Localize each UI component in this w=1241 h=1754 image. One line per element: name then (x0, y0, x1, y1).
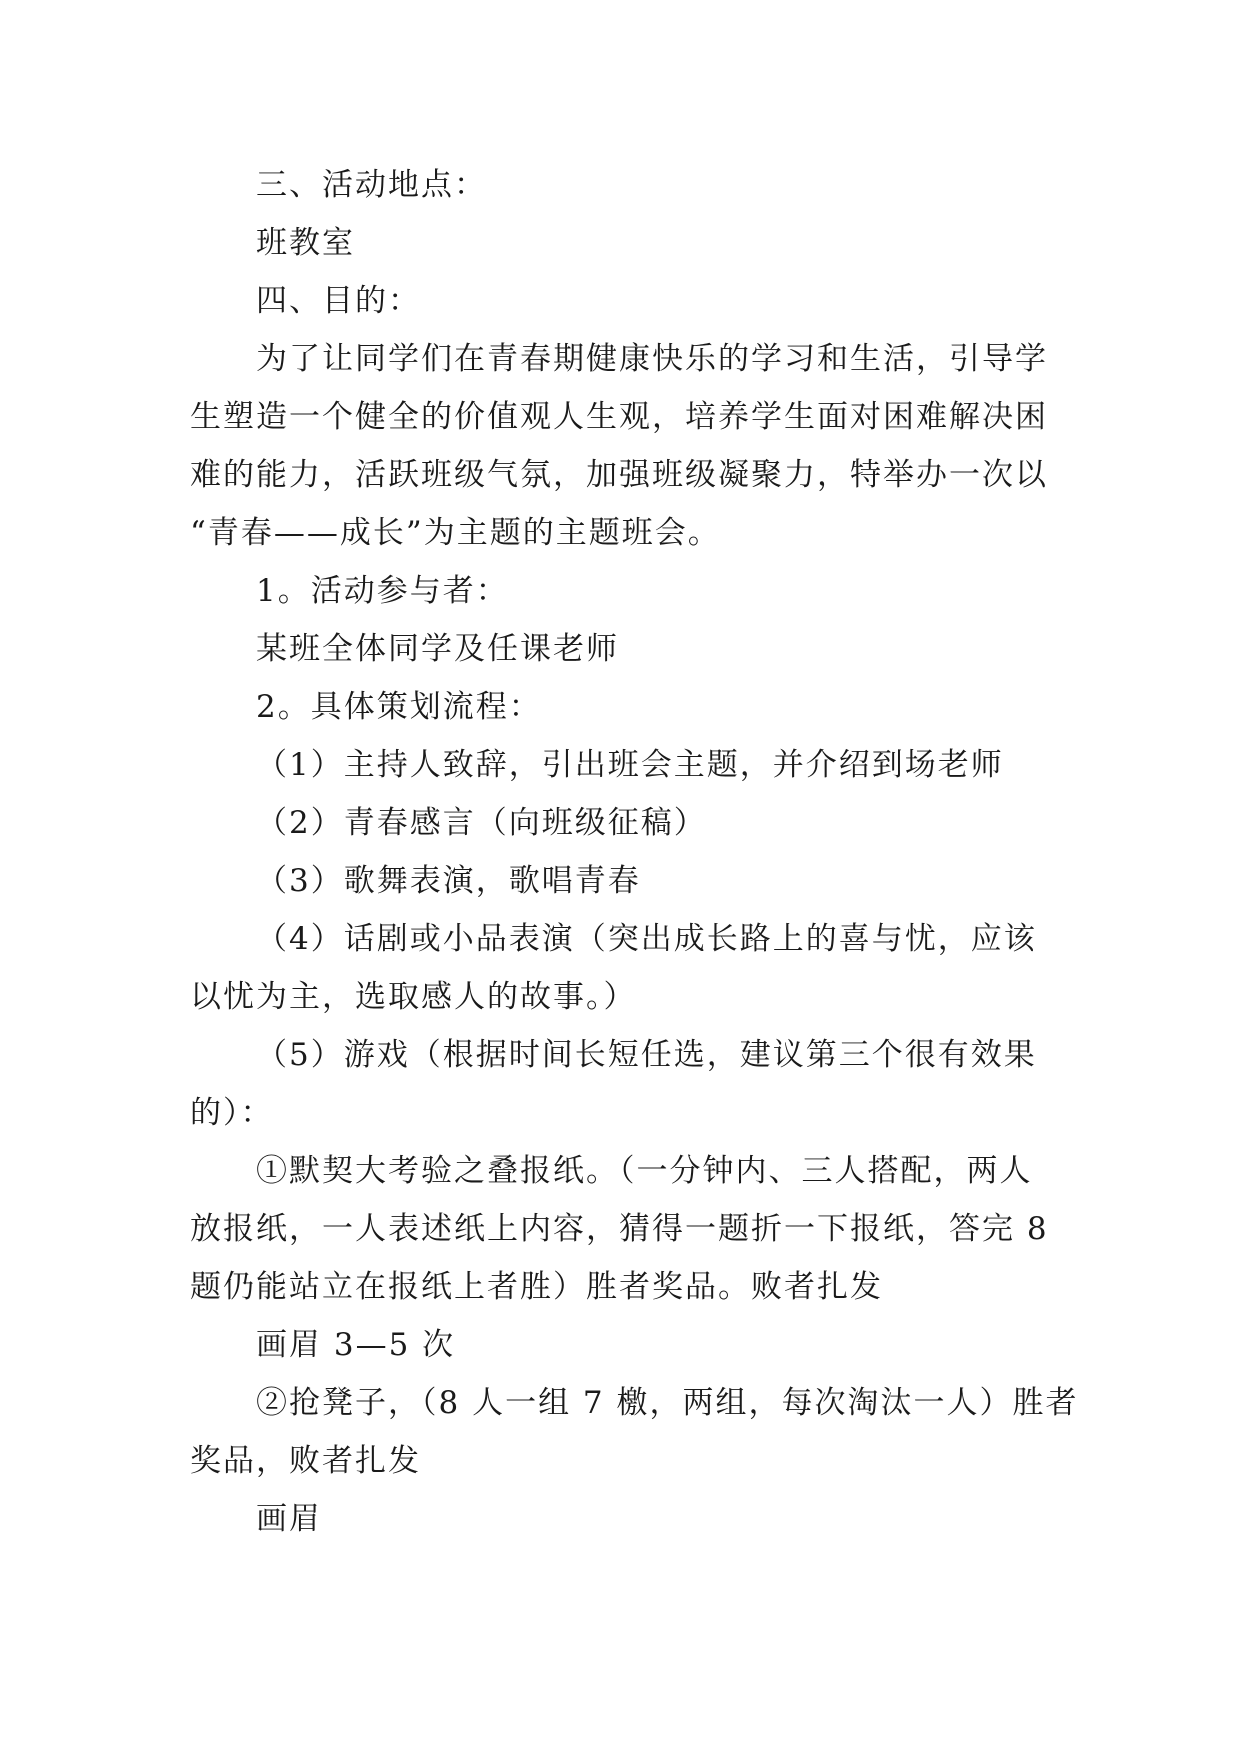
item1-heading: 1。活动参与者： (256, 573, 509, 609)
purpose-line: “青春——成长”为主题的主题班会。 (190, 515, 721, 551)
section3-body: 班教室 (256, 225, 355, 261)
game-1-tail: 画眉 3—5 次 (256, 1327, 456, 1363)
game-2-line: 奖品，败者扎发 (190, 1443, 421, 1479)
step-3: （3）歌舞表演，歌唱青春 (256, 863, 641, 899)
step-2: （2）青春感言（向班级征稿） (256, 805, 707, 841)
game-1-line: ①默契大考验之叠报纸。（一分钟内、三人搭配，两人 (256, 1153, 1033, 1189)
step-4-line: （4）话剧或小品表演（突出成长路上的喜与忧，应该 (256, 921, 1037, 957)
document-body (190, 156, 1079, 1548)
step-5-line: （5）游戏（根据时间长短任选，建议第三个很有效果 (256, 1037, 1037, 1073)
section4-heading: 四、目的： (256, 283, 421, 319)
step-4-line: 以忧为主，选取感人的故事。） (190, 979, 637, 1015)
game-2-tail: 画眉 (256, 1501, 322, 1537)
purpose-line: 生塑造一个健全的价值观人生观，培养学生面对困难解决困 (190, 399, 1048, 435)
purpose-line: 难的能力，活跃班级气氛，加强班级凝聚力，特举办一次以 (190, 457, 1048, 493)
step-5-line: 的）： (190, 1095, 274, 1131)
game-1-line: 题仍能站立在报纸上者胜）胜者奖品。败者扎发 (190, 1269, 883, 1305)
game-2-line: ②抢凳子，（8 人一组 7 檄，两组，每次淘汰一人）胜者 (256, 1385, 1079, 1421)
item2-heading: 2。具体策划流程： (256, 689, 542, 725)
section3-heading: 三、活动地点： (256, 167, 487, 203)
step-5-paragraph (190, 1026, 1050, 1142)
game-1-line: 放报纸，一人表述纸上内容，猜得一题折一下报纸，答完 8 (190, 1211, 1049, 1247)
step-4-paragraph (190, 910, 1050, 1026)
purpose-line: 为了让同学们在青春期健康快乐的学习和生活，引导学 (256, 341, 1048, 377)
item1-body: 某班全体同学及任课老师 (256, 631, 619, 667)
step-1: （1）主持人致辞，引出班会主题，并介绍到场老师 (256, 747, 1004, 783)
purpose-paragraph (190, 330, 1050, 562)
game-2-paragraph (190, 1374, 1079, 1490)
game-1-paragraph (190, 1142, 1050, 1316)
